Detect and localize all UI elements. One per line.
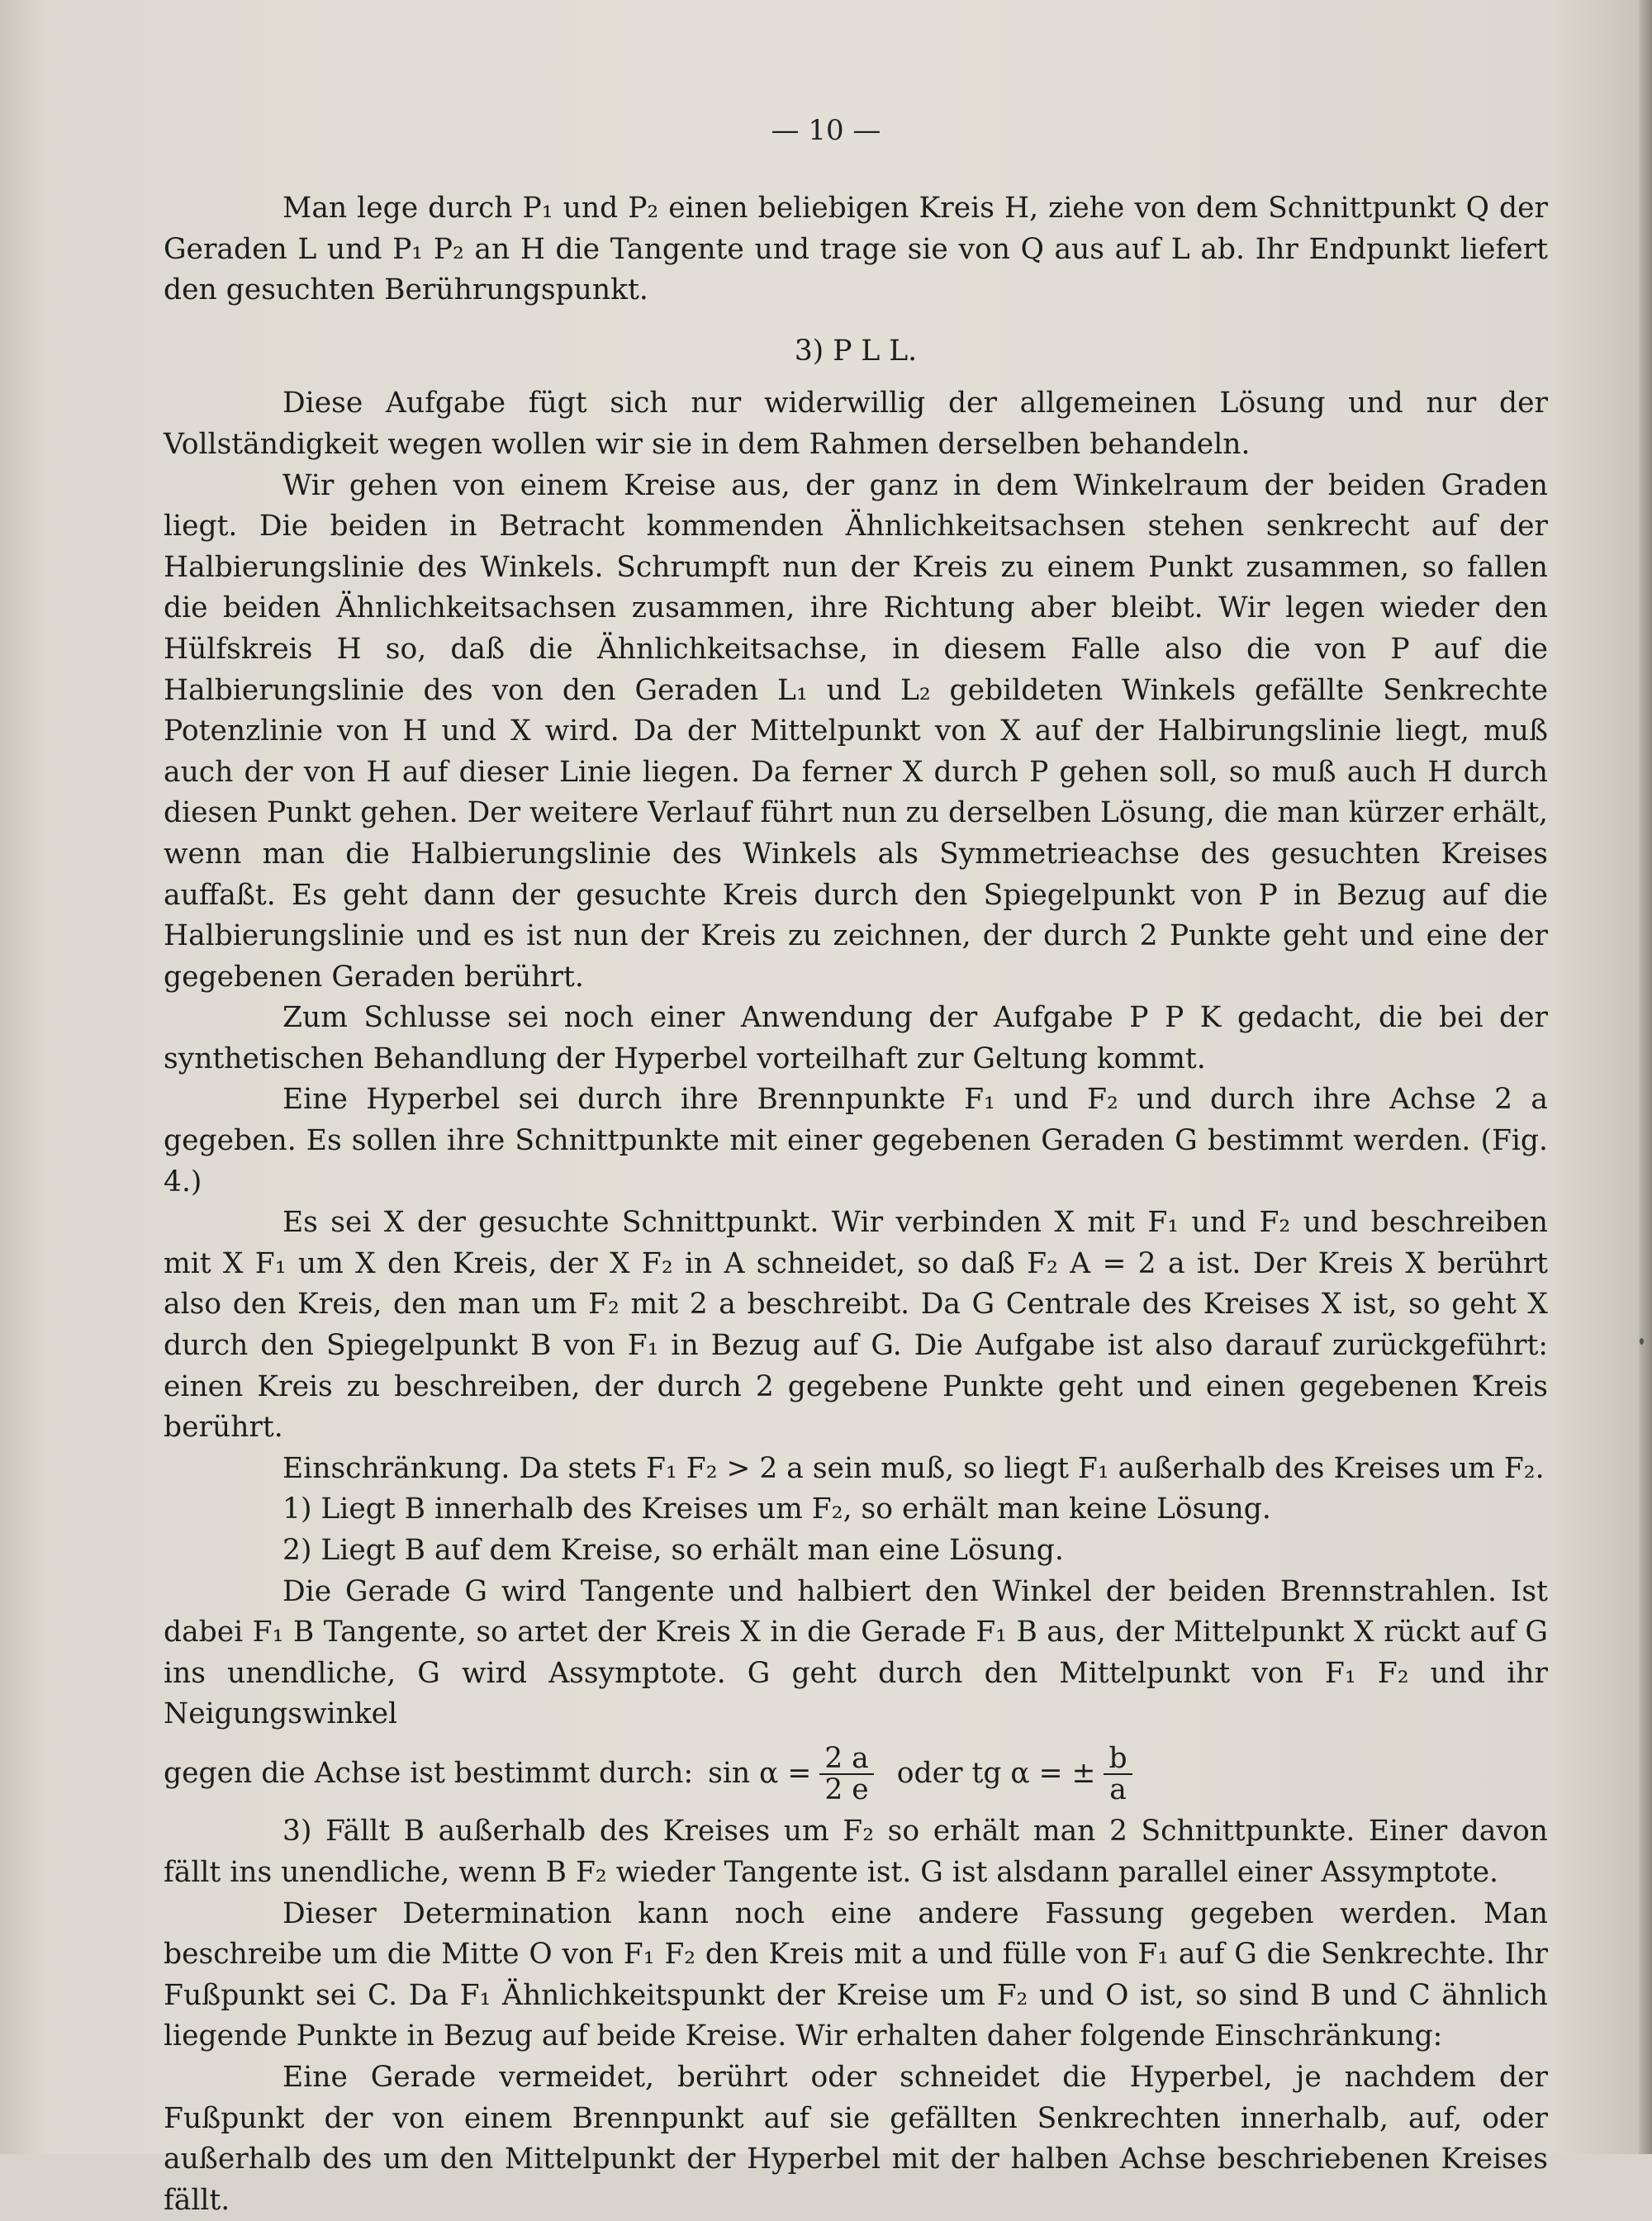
page-edge-shadow bbox=[1639, 0, 1652, 2154]
paragraph: Dieser Determination kann noch eine andere Fassung gegeben werden. Man beschreibe um die Mitte O von F₁ F₂ den Kreis mit a und fülle von F₁ auf G die Senkrechte. Ihr Fußpunkt sei C. Da F₁ Ähnlichkeitspunkt der Kreise um F₂ und O ist, so sind B und C ähnlich liegende Punkte in Bezug auf beide Kreise. Wir erhalten daher folgende Einschränkung: bbox=[164, 1896, 1548, 2053]
paragraph: Eine Hyperbel sei durch ihre Brennpunkte F₁ und F₂ und durch ihre Achse 2 a gegeben. Es sollen ihre Schnittpunkte mit einer gegebenen Geraden G bestimmt werden. (Fig. 4.) bbox=[164, 1083, 1548, 1198]
formula-line bbox=[164, 1741, 1548, 1807]
ink-speck bbox=[1640, 1338, 1644, 1345]
fraction-denominator: a bbox=[1109, 1773, 1127, 1807]
section-heading: 3) P L L. bbox=[794, 334, 918, 368]
paragraph: Zum Schlusse sei noch einer Anwendung der Aufgabe P P K gedacht, die bei der synthetischen Behandlung der Hyperbel vorteilhaft zur Geltung kommt. bbox=[164, 1001, 1548, 1075]
paragraph: Es sei X der gesuchte Schnittpunkt. Wir verbinden X mit F₁ und F₂ und beschreiben mit X F₁ um X den Kreis, der X F₂ in A schneidet, so daß F₂ A = 2 a ist. Der Kreis X berührt also den Kreis, den man um F₂ mit 2 a beschreibt. Da G Centrale des Kreises X ist, so geht X durch den Spiegelpunkt B von F₁ in Bezug auf G. Die Aufgabe ist also darauf zurückgeführt: einen Kreis zu beschreiben, der durch 2 gegebene Punkte geht und einen gegebenen Kreis berührt. bbox=[164, 1206, 1548, 1445]
paragraph: Die Gerade G wird Tangente und halbiert den Winkel der beiden Brennstrahlen. Ist dabei F₁ B Tangente, so artet der Kreis X in die Gerade F₁ B aus, der Mittelpunkt X rückt auf G ins unendliche, G wird Assymptote. G geht durch den Mittelpunkt von F₁ F₂ und ihr Neigungswinkel bbox=[164, 1574, 1548, 1731]
paragraph: Man lege durch P₁ und P₂ einen beliebigen Kreis H, ziehe von dem Schnittpunkt Q der Geraden L und P₁ P₂ an H die Tangente und trage sie von Q aus auf L ab. Ihr Endpunkt liefert den gesuchten Berührungspunkt. bbox=[164, 192, 1548, 307]
page-number: — 10 — bbox=[771, 114, 881, 147]
formula-tg: oder tg α = ± bbox=[896, 1757, 1096, 1791]
list-item: 2) Liegt B auf dem Kreise, so erhält man eine Lösung. bbox=[282, 1534, 1064, 1567]
fraction-2a-2e bbox=[819, 1741, 874, 1807]
formula-lead: gegen die Achse ist bestimmt durch: bbox=[164, 1757, 694, 1791]
list-item: 3) Fällt B außerhalb des Kreises um F₂ so erhält man 2 Schnittpunkte. Einer davon fällt ins unendliche, wenn B F₂ wieder Tangente ist. G ist alsdann parallel einer Assymptote. bbox=[164, 1815, 1548, 1889]
body-text bbox=[164, 188, 1548, 2221]
paragraph: Wir gehen von einem Kreise aus, der ganz in dem Winkelraum der beiden Graden liegt. Die beiden in Betracht kommenden Ähnlichkeitsachsen stehen senkrecht auf der Halbierungslinie des Winkels. Schrumpft nun der Kreis zu einem Punkt zusammen, so fallen die beiden Ähnlichkeitsachsen zusammen, ihre Richtung aber bleibt. Wir legen wieder den Hülfskreis H so, daß die Ähnlichkeitsachse, in diesem Falle also die von P auf die Halbierungslinie des von den Geraden L₁ und L₂ gebildeten Winkels gefällte Senkrechte Potenzlinie von H und X wird. Da der Mittelpunkt von X auf der Halbirungslinie liegt, muß auch der von H auf dieser Linie liegen. Da ferner X durch P gehen soll, so muß auch H durch diesen Punkt gehen. Der weitere Verlauf führt nun zu derselben Lösung, die man kürzer erhält, wenn man die Halbierungslinie des Winkels als Symmetrieachse des gesuchten Kreises auffaßt. Es geht dann der gesuchte Kreis durch den Spiegelpunkt von P in Bezug auf die Halbierungslinie und es ist nun der Kreis zu zeichnen, der durch 2 Punkte geht und eine der gegebenen Geraden berührt. bbox=[164, 468, 1548, 994]
formula-sin: sin α = bbox=[708, 1757, 812, 1791]
fraction-numerator: b bbox=[1104, 1744, 1132, 1775]
paragraph: Diese Aufgabe fügt sich nur widerwillig der allgemeinen Lösung und nur der Vollständigkeit wegen wollen wir sie in dem Rahmen derselben behandeln. bbox=[164, 387, 1548, 461]
fraction-denominator: 2 e bbox=[824, 1773, 869, 1807]
fraction-numerator: 2 a bbox=[819, 1744, 874, 1775]
list-item: 1) Liegt B innerhalb des Kreises um F₂, so erhält man keine Lösung. bbox=[282, 1493, 1271, 1526]
fraction-b-a bbox=[1104, 1741, 1132, 1807]
paragraph: Einschränkung. Da stets F₁ F₂ > 2 a sein muß, so liegt F₁ außerhalb des Kreises um F₂. bbox=[282, 1451, 1545, 1485]
paragraph: Eine Gerade vermeidet, berührt oder schneidet die Hyperbel, je nachdem der Fußpunkt der von einem Brennpunkt auf sie gefällten Senkrechten innerhalb, auf, oder außerhalb des um den Mittelpunkt der Hyperbel mit der halben Achse beschriebenen Kreises fällt. bbox=[164, 2060, 1548, 2217]
